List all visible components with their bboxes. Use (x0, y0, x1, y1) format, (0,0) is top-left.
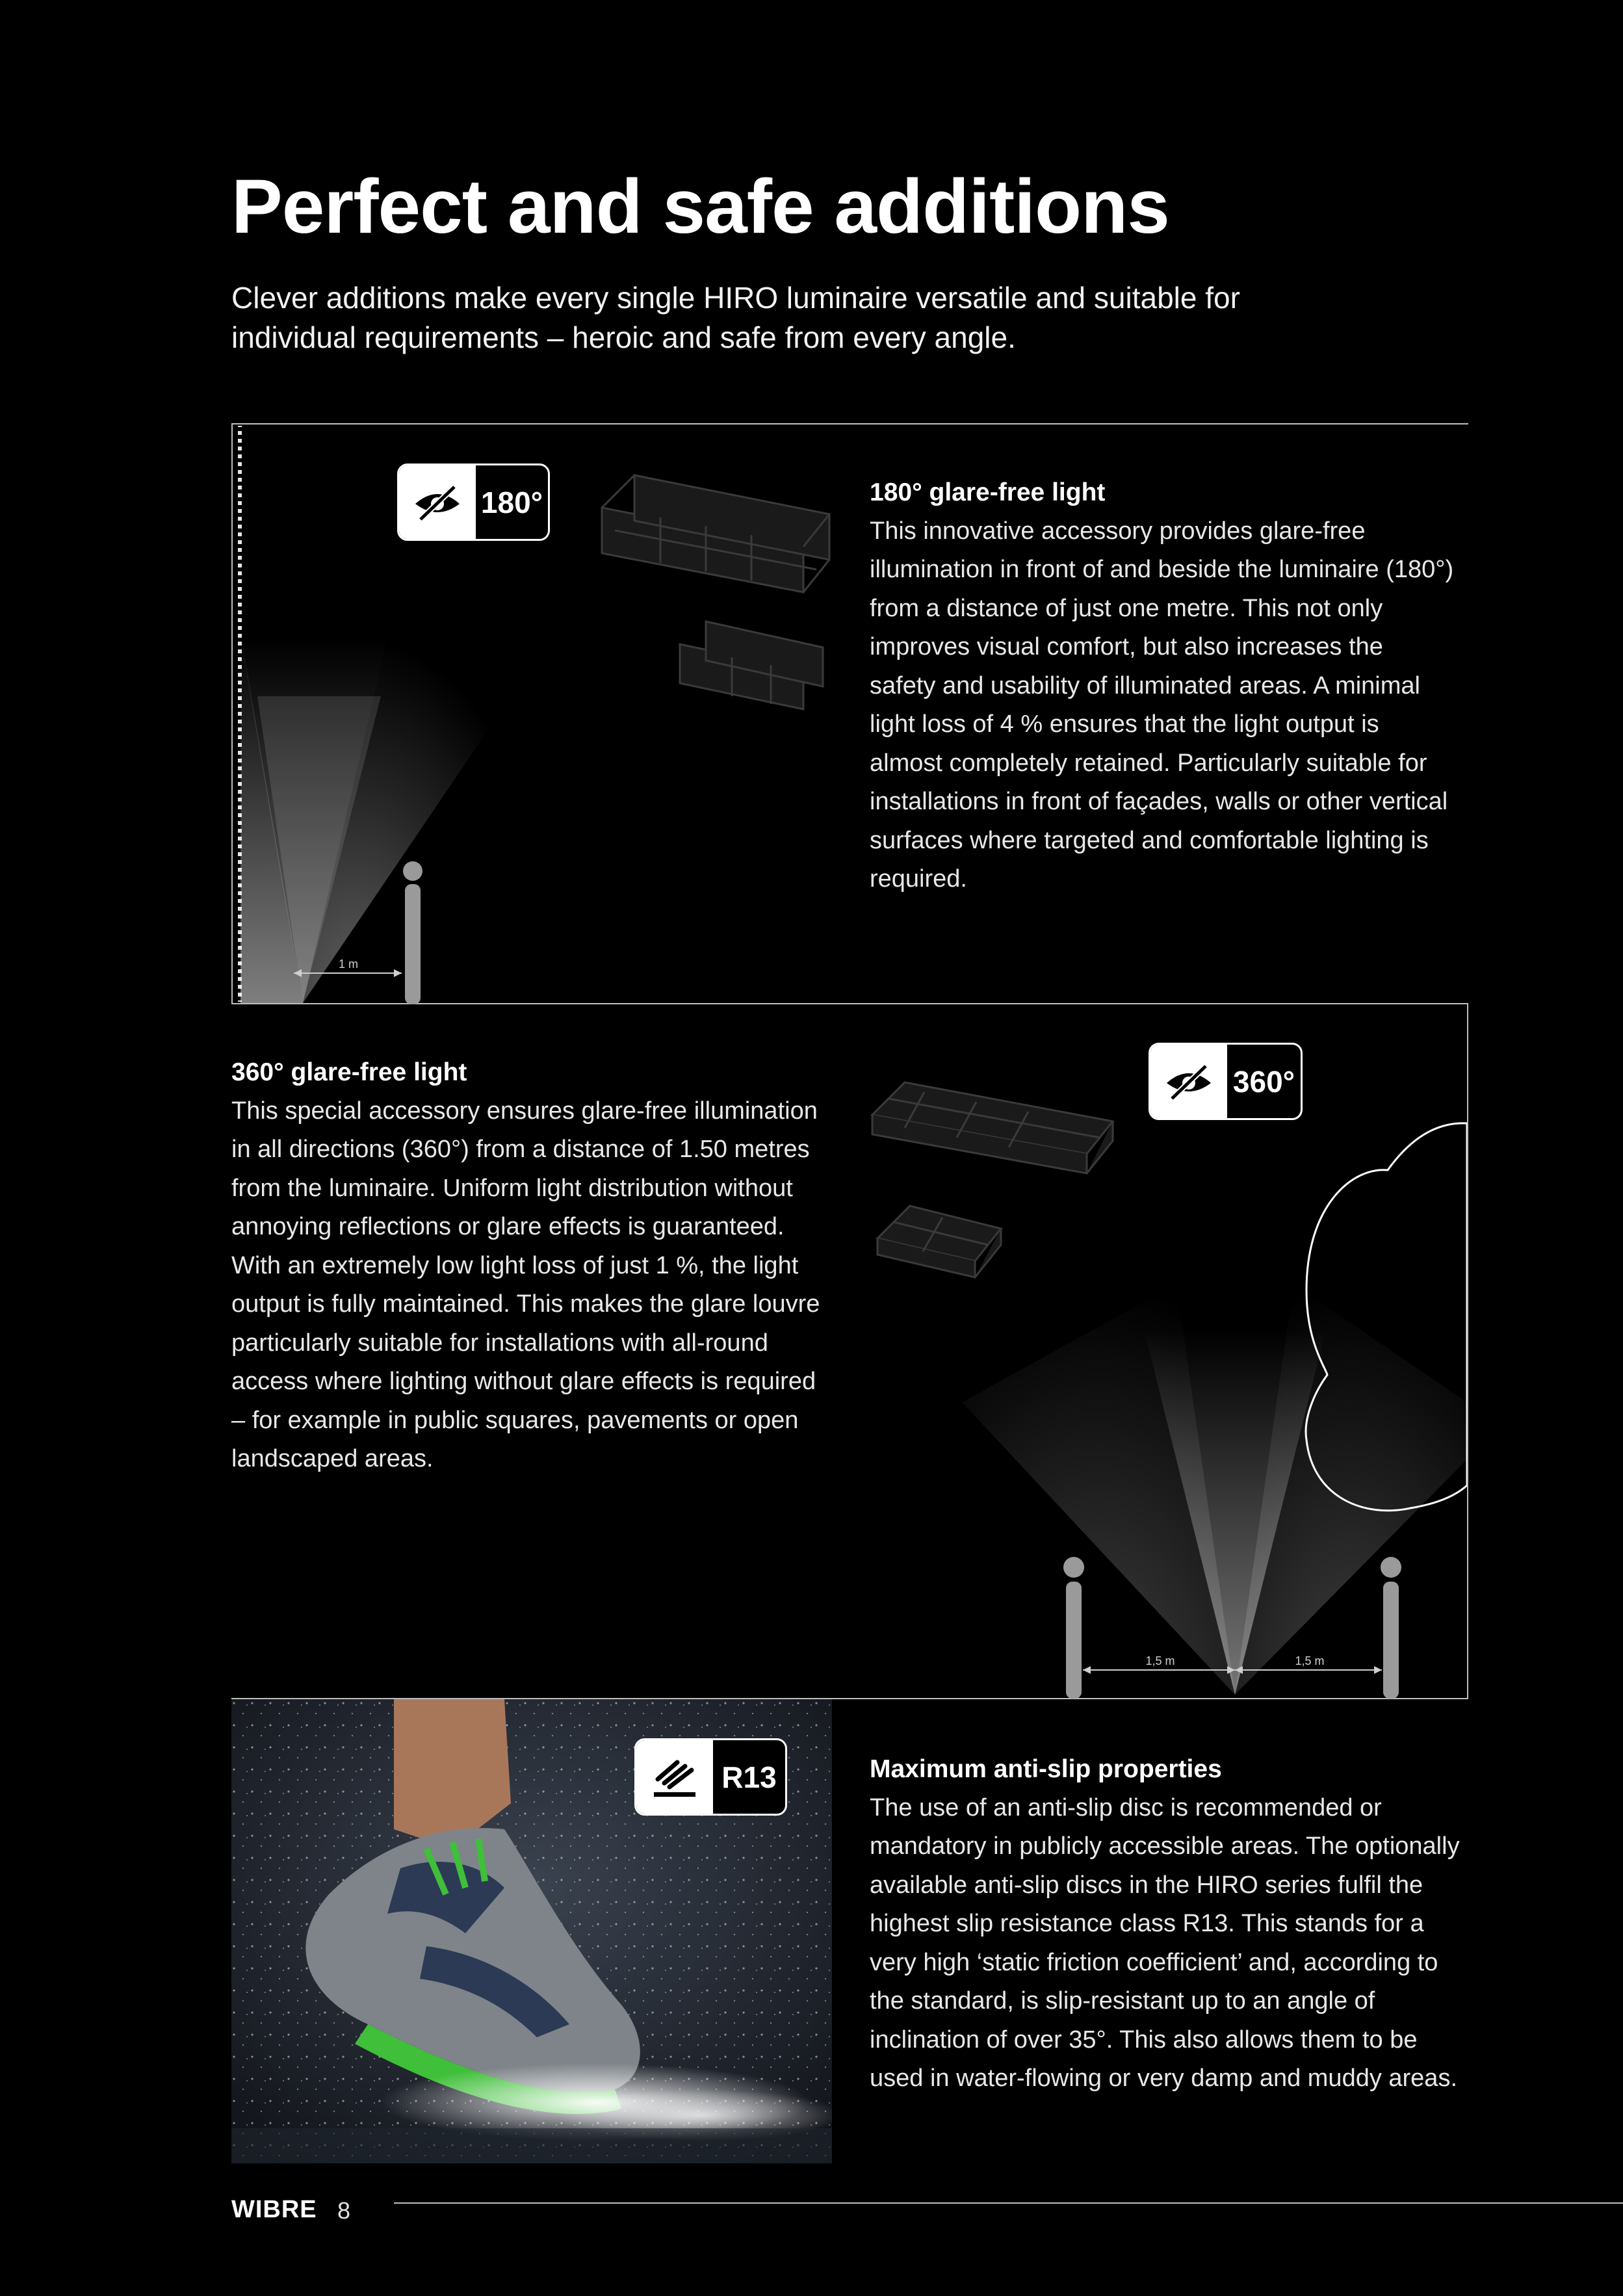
glare-free-eye-icon (1150, 1045, 1227, 1118)
badge-180 (397, 463, 550, 541)
badge-360 (1149, 1043, 1303, 1120)
footer-divider (394, 2202, 1623, 2204)
glare-free-eye-icon (399, 465, 476, 539)
brand-logo: WIBRE (231, 2196, 317, 2223)
distance-label: 1,5 m (1145, 1654, 1175, 1667)
distance-label: 1,5 m (1295, 1654, 1325, 1667)
person-figure (1381, 1557, 1401, 1699)
louvre-product (602, 475, 829, 592)
page-intro: Clever additions make every single HIRO luminaire versatile and suitable for individual requirements – heroic and safe from every angle. (231, 281, 1240, 354)
section-body: This special accessory ensures glare-free illumination in all directions (360°) from a distance of 1.50 metres from the luminaire. Uniform light distribution without annoying reflections or glare effects is guaranteed. With an extremely low light loss of just 1 %, the light output is fully maintained. This makes the glare louvre particularly suitable for installations with all-round access where lighting without glare effects is required – for example in public squares, pavements or open landscaped areas. (231, 1097, 820, 1472)
page-title: Perfect and safe additions (231, 164, 1169, 250)
person-figure (1063, 1557, 1084, 1699)
badge-label: 180° (480, 485, 543, 519)
section-heading: Maximum anti-slip properties (870, 1755, 1222, 1783)
badge-label: 360° (1232, 1064, 1295, 1099)
badge-r13 (634, 1738, 787, 1816)
section-body: This innovative accessory provides glare-free illumination in front of and beside the luminaire (180°) from a distance of just one metre. This not only improves visual comfort, but also increases the safety and usability of illuminated areas. A minimal light loss of 4 % ensures that the light output is almost completely retained. Particularly suitable for installations in front of façades, walls or other vertical surfaces where targeted and comfortable lighting is required. (870, 517, 1454, 893)
anti-slip-icon (636, 1740, 713, 1814)
section-heading: 180° glare-free light (870, 478, 1106, 506)
section-heading: 360° glare-free light (231, 1058, 467, 1086)
page-number: 8 (337, 2197, 351, 2224)
distance-label: 1 m (338, 958, 359, 971)
section-anti-slip (870, 1750, 1461, 2098)
section-body: The use of an anti-slip disc is recommended or mandatory in publicly accessible areas. The optionally available anti-slip discs in the HIRO series fulfil the highest slip resistance class R13. This stands for a very high ‘static friction coefficient’ and, according to the standard, is slip-resistant up to an angle of inclination of over 35°. This also allows them to be used in water-flowing or very damp and muddy areas. (870, 1794, 1460, 2092)
louvre-product (872, 1082, 1113, 1173)
section-180 (870, 473, 1455, 899)
section-360 (231, 1053, 836, 1479)
badge-label: R13 (721, 1760, 777, 1794)
louvre-product (680, 621, 823, 709)
person-figure (403, 861, 422, 1004)
divider (1467, 1003, 1468, 1699)
louvre-product (877, 1206, 1001, 1277)
